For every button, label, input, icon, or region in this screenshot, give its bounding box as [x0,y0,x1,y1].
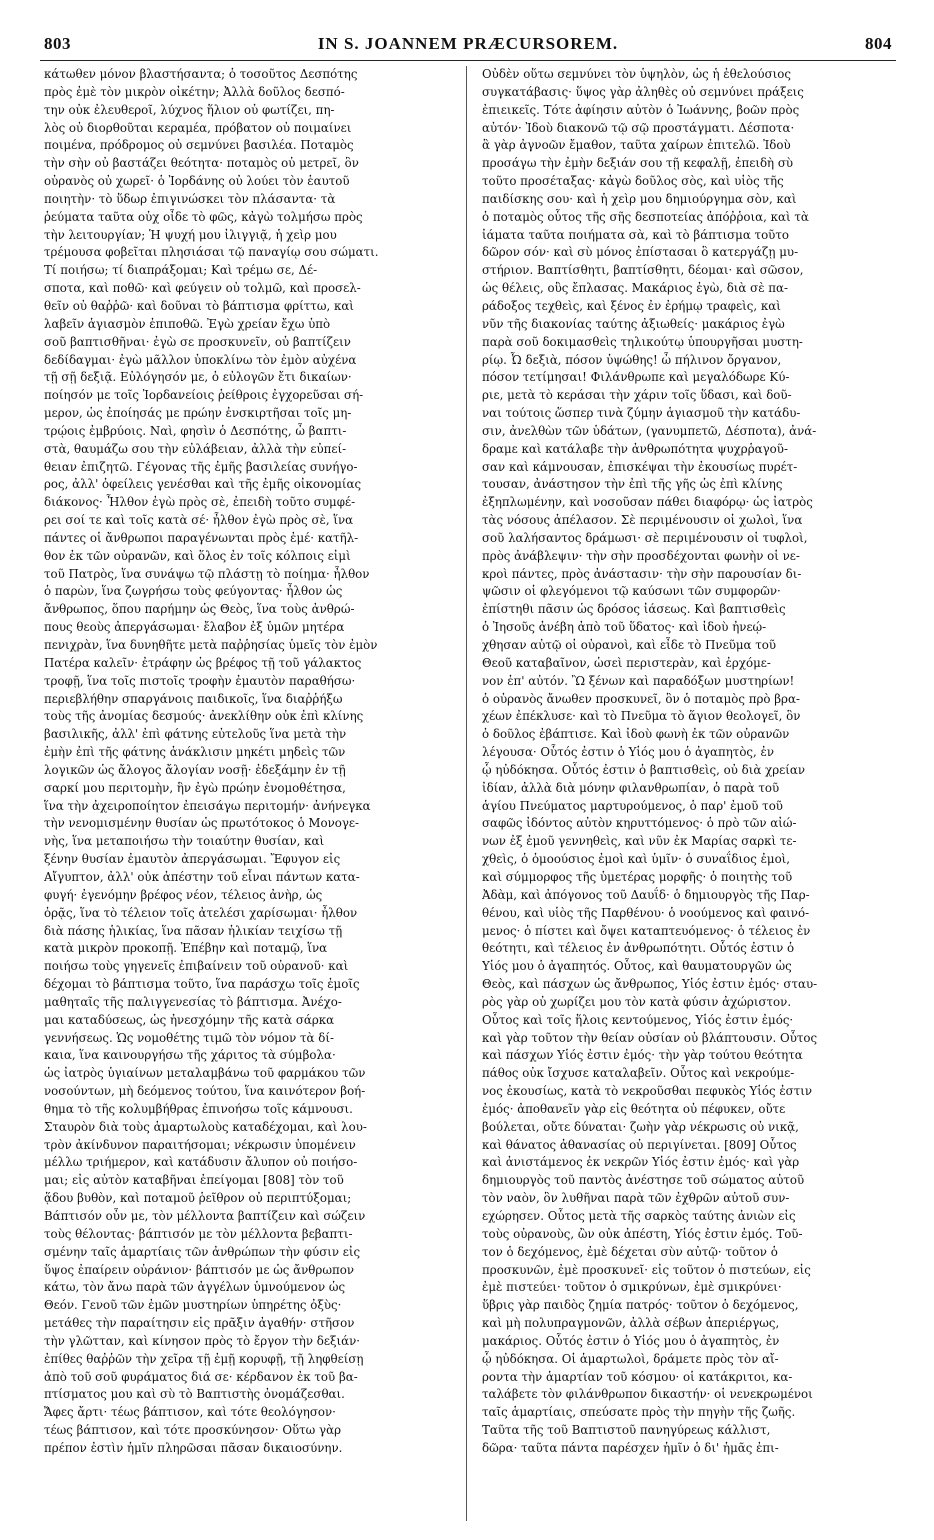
text-line: ναι τούτοις ὥσπερ τινὰ ζύμην ἁγιασμοῦ τὴν κατάδυ- [482,406,801,421]
text-line: ᾧ ηὐδόκησα. Οἱ ἁμαρτωλοὶ, δράμετε πρὸς τὸν αἴ- [482,1351,779,1366]
text-line: την οὐκ ἐλευθεροῖ, λύχνος ἥλιον οὐ φωτίζει, πη- [44,102,335,117]
text-line: χθησαν αὐτῷ οἱ οὐρανοὶ, καὶ εἶδε τὸ Πνεῦμα τοῦ [482,638,777,652]
text-line: ὕβρις γὰρ παιδὸς ζημία πατρός· τοῦτον ὁ δεχόμενος, [482,1298,799,1313]
page-number-left: 803 [44,34,71,53]
text-line: χέων ἐπέκλυσε· καὶ τὸ Πνεῦμα τὸ ἅγιον θεολογεῖ, ὃν [482,709,801,724]
text-line: ποιμένα, πρόδρομος οὐ σεμνύνει βασιλέα. Ποταμὸς [44,138,354,153]
text-line: τον ὁ δεχόμενος, ἐμὲ δέχεται σὺν αὐτῷ· τοῦτον ὁ [482,1244,778,1259]
text-line: ᾅδου βυθὸν, καὶ ποταμοῦ ῥεῖθρον οὐ περιπτύξομαι; [44,1191,352,1206]
text-line: καὶ ἀνιστάμενος ἐκ νεκρῶν Υἱός ἐστιν ἐμός· καὶ γὰρ [482,1155,800,1170]
text-line: δέχομαι τὸ βάπτισμα τοῦτο, ἵνα παράσχω τοῖς ἐμοῖς [44,977,360,992]
text-line: προσκυνῶν, ἐμὲ προσκυνεῖ· εἰς τοῦτον ὁ πιστεύων, εἰς [482,1262,811,1277]
text-line: σοῦ βαπτισθῆναι· ἐγὼ σε προσκυνεῖν, οὐ βαπτίζειν [44,334,351,349]
text-line: ξένην θυσίαν ἐμαυτὸν ἀπεργάσωμαι. Ἔφυγον εἰς [44,852,341,867]
text-line: λαβεῖν ἁγιασμὸν ἐπιποθῶ. Ἐγὼ χρείαν ἔχω ὑπὸ [44,316,331,331]
text-line: ἐμός· ἀποθανεῖν γὰρ εἰς θεότητα οὐ πέφυκεν, οὔτε [482,1101,786,1116]
text-line: τῇ σῇ δεξιᾷ. Εὐλόγησόν με, ὁ εὐλογῶν ἔτι δικαίων· [44,370,352,385]
text-line: καὶ σύμμορφος τῆς ὑμετέρας μορφῆς· ὁ ποιητὴς τοῦ [482,869,793,884]
text-line: Βάπτισόν οὖν με, τὸν μέλλοντα βαπτίζειν καὶ σώζειν [44,1209,366,1223]
text-line: ὡς ἰατρὸς ὑγιαίνων μεταλαμβάνω τοῦ φαρμάκου τῶν [44,1066,366,1081]
text-line: πενιχρὰν, ἵνα δυνηθῆτε μετὰ παῤῥησίας ὑμεῖς τὸν ἐμὸν [44,638,378,652]
text-line: ρίῳ. Ὦ δεξιὰ, πόσον ὑψώθης! ὦ πήλινον ὄργανον, [482,352,782,367]
text-line: τουσαν, ἀνάστησον τὴν ἐπὶ τῆς γῆς ὡς ἐπὶ κλίνης [482,477,783,492]
text-line: σιν, ἀνελθὼν τῶν ὑδάτων, (γανυμπετῶ, Δέσποτα), ἀνά- [482,423,817,438]
text-line: οὐρανὸς οὐ χωρεῖ· ὁ Ἰορδάνης οὐ λούει τὸν ἑαυτοῦ [44,174,350,189]
text-line: Υἱός μου ὁ ἀγαπητός. Οὗτος, καὶ θαυματουργῶν ὡς [482,959,792,974]
page-header [40,34,896,56]
text-line: θένου, καὶ υἱὸς τῆς Παρθένου· ὁ νοούμενος καὶ φαινό- [482,905,810,920]
text-line: δῶρον σόν· καὶ σὺ μόνος ἐπίστασαι ὃ κατεργάζῃ μυ- [482,245,799,260]
text-line: Θεὸς, καὶ πάσχων ὡς ἄνθρωπος, Υἱός ἐστιν ἐμός· σταυ- [482,977,818,992]
text-line: ὁρᾷς, ἵνα τὸ τέλειον τοῖς ἀτελέσι χαρίσωμαι· ἦλθον [44,905,358,920]
text-line: ροντα τὴν ἁμαρτίαν τοῦ κόσμου· οἱ κατάκριτοι, κα- [482,1369,793,1384]
text-line: παιδίσκης σου· καὶ ἡ χεὶρ μου δημιούργημα σὸν, καὶ [482,191,797,206]
text-line: ποιητὴν· τὸ ὕδωρ ἐπιγινώσκει τὸν πλάσαντα· τὰ [44,191,336,206]
text-line: στήριον. Βαπτίσθητι, βαπτίσθητι, δέομαι· καὶ σῶσον, [482,263,804,278]
text-line: τὴν σὴν οὐ βαστάζει θεότητα· ποταμὸς οὐ μετρεῖ, ὃν [44,156,359,171]
text-line: ἵνα τὴν ἀχειροποίητον ἐπεισάγω περιτομήν· ἀνήνεγκα [44,798,371,813]
text-line: Αἴγυπτον, ἀλλ' οὐκ ἀπέστην τοῦ εἶναι πάντων κατα- [44,869,360,884]
text-line: ὕψος ἐπαίρειν οὐράνιον· βάπτισόν με ὡς ἄνθρωπον [44,1262,354,1277]
text-line: Ἀδὰμ, καὶ ἀπόγονος τοῦ Δαυΐδ· ὁ δημιουργὸς τῆς Παρ- [482,887,810,902]
text-line: νον ἐπ' αὐτόν. Ὢ ξένων καὶ παραδόξων μυστηρίων! [482,673,795,688]
text-line: ᾧ ηὐδόκησα. Οὗτός ἐστιν ὁ βαπτισθεὶς, οὐ διὰ χρείαν [482,762,806,777]
text-line: μαθηταῖς τῆς παλιγγενεσίας τὸ βάπτισμα. Ἀνέχο- [44,994,342,1009]
text-line: καὶ γὰρ τοῦτον τὴν θείαν οὐσίαν οὐ βλάπτουσιν. Οὗτος [482,1030,818,1045]
text-line: πρέπον ἐστὶν ἡμῖν πληρῶσαι πᾶσαν δικαιοσύνην. [44,1440,343,1455]
text-line: δῶρα· ταῦτα πάντα παρέσχεν ἡμῖν ὁ δι' ἡμᾶς ἐπι- [482,1440,779,1455]
text-line: ταῖς ἁμαρτίαις, σπεύσατε πρὸς τὴν πηγὴν τῆς ζωῆς. [482,1405,796,1420]
text-line: μαι; εἰς αὐτὸν καταβῆναι ἐπείγομαι [808] τὸν τοῦ [44,1173,344,1188]
text-line: κροὶ πάντες, πρὸς ἀνάστασιν· τὴν σὴν παρουσίαν δι- [482,566,802,581]
text-line: θεῖν οὐ θαῤῥῶ· καὶ δοῦναι τὸ βάπτισμα φρίττω, καὶ [44,298,354,313]
text-line: μακάριος. Οὗτός ἐστιν ὁ Υἱός μου ὁ ἀγαπητὸς, ἐν [482,1333,780,1348]
text-line: καὶ μὴ πολυπραγμονῶν, ἀλλὰ σέβων ἀπεριέργως, [482,1316,780,1331]
text-line: τοῦ Πατρὸς, ἵνα συνάψω τῷ πλάστῃ τὸ ποίημα· ἦλθον [44,566,370,581]
text-line: ἐμὲ πιστεύει· τοῦτον ὁ σμικρύνων, ἐμὲ σμικρύνει· [482,1280,782,1295]
text-line: νῦν τῆς διακονίας ταύτης ἀξιωθείς· μακάριος ἐγὼ [482,316,785,331]
text-line: ἀπὸ τοῦ σοῦ φυράματος διά σε· κέρδανον ἐκ τοῦ βα- [44,1369,358,1384]
text-line: μενος· ὁ πίστει καὶ ὄψει καταπτευόμενος· ὁ τέλειος ἐν [482,923,811,938]
text-line: τοὺς οὐρανοὺς, ὢν οὐκ ἀπέστη, Υἱός ἐστιν ἐμός. Τοῦ- [482,1226,803,1241]
text-line: τρέμουσα φοβεῖται πλησιάσαι τῷ παναγίῳ σου σώματι. [44,245,379,260]
text-line: πρὸς ἀνάβλεψιν· τὴν σὴν προσδέχονται φωνὴν οἱ νε- [482,548,800,563]
text-line: δραμε καὶ κατάλαβε τὴν ἀνθρωπότητα ψυχρῥαγοῦ- [482,441,788,456]
text-line: καὶ πάσχων Υἱός ἐστιν ἐμός· τὴν γὰρ τούτου θεότητα [482,1048,803,1063]
text-line: ὁ Ἰησοῦς ἀνέβη ἀπὸ τοῦ ὕδατος· καὶ ἰδοὺ ἠνεῴ- [482,620,767,635]
text-line: διάκονος· Ἦλθον ἐγὼ πρὸς σὲ, ἐπειδὴ τοῦτο συμφέ- [44,495,356,510]
text-line: νων ἐξ ἐμοῦ γεννηθεὶς, καὶ νῦν ἐκ Μαρίας σαρκὶ τε- [482,834,797,849]
text-line: σποτα, καὶ ποθῶ· καὶ φεύγειν οὐ τολμῶ, καὶ προσελ- [44,281,361,296]
text-line: σαφῶς ἰδόντος αὐτὸν κηρυττόμενος· ὁ πρὸ τῶν αἰώ- [482,816,797,831]
text-line: ὁ δοῦλος ἐβάπτισε. Καὶ ἰδοὺ φωνὴ ἐκ τῶν οὐρανῶν [482,727,790,742]
text-line: τέως βάπτισον, καὶ τότε προσκύνησον· Οὕτω γὰρ [44,1423,342,1438]
text-line: κάτω, τὸν ἄνω παρὰ τῶν ἀγγέλων ὑμνούμενον ὡς [44,1280,346,1295]
text-line: πους θεοὺς ἀπεργάσωμαι· ἔλαβον ἐξ ὑμῶν μητέρα [44,620,345,635]
text-line: ὡς θέλεις, οὓς ἔπλασας. Μακάριος ἐγὼ, διὰ σὲ πα- [482,281,788,296]
left-column [44,66,454,1521]
text-line: τρῴοις ἐμβρύοις. Ναὶ, φησὶν ὁ Δεσπότης, ὦ βαπτι- [44,423,347,438]
text-line: γεννήσεως. Ὡς νομοθέτης τιμῶ τὸν νόμον τὰ δί- [44,1030,334,1045]
text-line: λέγουσα· Οὗτός ἐστιν ὁ Υἱός μου ὁ ἀγαπητὸς, ἐν [482,745,775,760]
text-line: τὰς νόσους ἀπέλασον. Σὲ περιμένουσιν οἱ χωλοὶ, ἵνα [482,513,803,528]
text-line: μέλλω τριήμερον, καὶ κατάδυσιν ἄλυπον οὐ ποιήσο- [44,1155,358,1170]
text-line: πόσον τετίμησαι! Φιλάνθρωπε καὶ μεγαλόδωρε Κύ- [482,370,790,385]
text-line: Θεοῦ καταβαῖνον, ὡσεὶ περιστερὰν, καὶ ἐρχόμε- [482,655,771,670]
text-line: δεδίδαγμαι· ἐγὼ μᾶλλον ὑποκλίνω τὸν ἐμὸν αὐχένα [44,352,357,367]
text-line: τὸν ναὸν, ὃν λυθῆναι παρὰ τῶν ἐχθρῶν αὐτοῦ συν- [482,1191,790,1206]
text-line: περιεβλήθην σπαργάνοις παιδικοῖς, ἵνα διαῤῥήξω [44,691,343,706]
text-line: κάτωθεν μόνον βλαστήσαντα; ὁ τοσοῦτος Δεσπότης [44,67,358,81]
text-line: θειαν ἐπιζητῶ. Γέγονας τῆς ἐμῆς βασιλείας συνήγο- [44,459,358,474]
text-line: τὴν νενομισμένην θυσίαν ὡς πρωτότοκος ὁ Μονογε- [44,816,360,831]
text-line: ρος, ἀλλ' ὀφείλεις γενέσθαι καὶ τῆς ἐμῆς οἰκονομίας [44,477,362,492]
text-line: Θεόν. Γενοῦ τῶν ἐμῶν μυστηρίων ὑπηρέτης ὀξὺς· [44,1298,342,1313]
text-line: Οὗτος καὶ τοῖς ἥλοις κεντούμενος, Υἱός ἐστιν ἐμός· [482,1012,794,1027]
text-line: ρει σοί τε καὶ τοῖς κατὰ σέ· ἦλθον ἐγὼ πρὸς σὲ, ἵνα [44,513,354,528]
text-line: ποίησόν με τοῖς Ἰορδανείοις ῥείθροις ἐγχορεῦσαι σή- [44,388,364,403]
text-line: θον ἐκ τῶν οὐρανῶν, καὶ ὅλος ἐν τοῖς κόλποις εἰμὶ [44,548,351,563]
text-line: καὶ θάνατος ἀθανασίας οὐ περιγίνεται. [809] Οὗτος [482,1137,797,1152]
text-line: τὴν γλῶτταν, καὶ κίνησον πρὸς τὸ ἔργον τὴν δεξιάν· [44,1333,360,1348]
text-line: θεότητι, καὶ τέλειος ἐν ἀνθρωπότητι. Οὗτός ἐστιν ὁ [482,941,795,956]
text-line: νοσούντων, μὴ δεόμενος τούτου, ἵνα καινότερον βοή- [44,1084,366,1099]
text-line: ἄνθρωπος, ὅπου παρήμην ὡς Θεὸς, ἵνα τοὺς ἀνθρώ- [44,602,355,617]
text-line: βούλεται, οὔτε δύναται· ζωὴν γὰρ νέκρωσις οὐ νικᾷ, [482,1119,799,1134]
text-line: μαι καταδύσεως, ὡς ἠνεσχόμην τῆς κατὰ σάρκα [44,1012,335,1027]
text-line: τροφῇ, ἵνα τοῖς πιστοῖς τροφὴν ἐμαυτὸν παραθήσω· [44,673,356,688]
text-line: νος ἐκουσίως, κατὰ τὸ νεκροῦσθαι πεφυκὸς Υἱός ἐστιν [482,1084,813,1099]
text-line: Οὐδὲν οὕτω σεμνύνει τὸν ὑψηλὸν, ὡς ἡ ἐθελούσιος [482,67,791,81]
text-line: σαν καὶ κάμνουσαν, ἐπισκέψαι τὴν ἐκουσίως πυρέτ- [482,459,798,474]
text-line: νὴς, ἵνα μεταποιήσω τὴν τοιαύτην θυσίαν, καὶ [44,834,325,849]
text-line: μετάθες τὴν παραίτησιν εἰς πρᾶξιν ἀγαθήν· στῆσον [44,1316,355,1331]
text-line: τοῦτο προσέταξας· κἀγὼ δοῦλος σὸς, καὶ υἱὸς τῆς [482,174,784,189]
text-line: ψῶσιν οἱ φλεγόμενοι τῷ καύσωνι τῶν συμφορῶν· [482,584,781,599]
text-line: ἐπίστηθι πᾶσιν ὡς δρόσος ἰάσεως. Καὶ βαπτισθεὶς [482,602,786,617]
text-line: σμένην ταῖς ἁμαρτίαις τῶν ἀνθρώπων τὴν φύσιν εἰς [44,1244,361,1259]
header-rule [40,60,896,61]
text-line: δημιουργὸς τοῦ παντὸς ἀνέστησε τοῦ σώματος αὐτοῦ [482,1173,805,1188]
text-line: πάντες οἱ ἄνθρωποι παραγένωνται πρὸς ἐμέ· κατῆλ- [44,530,359,545]
text-line: λογικῶν ὡς ἄλογος ἄλογίαν νοσῇ· ἐδεξάμην ἐν τῇ [44,762,346,777]
text-line: πάθος οὐκ ἴσχυσε καταλαβεῖν. Οὗτος καὶ νεκρούμε- [482,1066,795,1081]
text-line: ὁ οὐρανὸς ἄνωθεν προσκυνεῖ, ὃν ὁ ποταμὸς πρὸ βρα- [482,691,800,706]
text-line: συγκατάβασις· ὕψος γὰρ ἀληθὲς οὐ σεμνύνει πράξεις [482,84,804,99]
text-line: ἰάματα ταῦτα ποιήματα σὰ, καὶ τὸ βάπτισμα τοῦτο [482,227,789,242]
page-number-right: 804 [865,34,892,53]
text-line: τοὺς θέλοντας· βάπτισόν με τὸν μέλλοντα βεβαπτι- [44,1226,353,1241]
text-line: πτίσματος μου καὶ σὺ τὸ Βαπτιστὴς ὀνομάζεσθαι. [44,1387,345,1402]
text-line: καια, ἵνα καινουργήσω τῆς χάριτος τὰ σύμβολα· [44,1048,336,1063]
text-line: ἐπιεικεῖς. Τότε ἀφίησιν αὐτὸν ὁ Ἰωάννης, βοῶν πρὸς [482,102,800,117]
text-line: φυγή· ἐγενόμην βρέφος νέον, τέλειος ἀνὴρ, ὡς [44,887,323,902]
text-line: Ἄφες ἄρτι· τέως βάπτισον, καὶ τότε θεολόγησον· [44,1405,336,1420]
text-line: χθεὶς, ὁ ὁμοούσιος ἐμοὶ καὶ ὑμῖν· ὁ συναΐδιος ἐμοὶ, [482,852,791,867]
text-line: ἰδίαν, ἀλλὰ διὰ μόνην φιλανθρωπίαν, ὁ παρὰ τοῦ [482,780,780,795]
text-line: ποιήσω τοὺς γηγενεῖς ἐπιβαίνειν τοῦ οὐρανοῦ· καὶ [44,959,349,974]
text-line: ῥεύματα ταῦτα οὐχ οἶδε τὸ φῶς, κἀγὼ τολμήσω πρὸς [44,209,363,224]
text-line: τὴν λειτουργίαν; Ἡ ψυχή μου ἰλιγγιᾷ, ἡ χεὶρ μου [44,227,337,242]
text-line: λὸς οὐ διορθοῦται κεραμέα, πρόβατον οὐ ποιμαίνει [44,120,352,135]
text-line: ὁ ποταμὸς οὗτος τῆς σῆς δεσποτείας ἀπόῤῥοια, καὶ τὰ [482,209,809,224]
text-line: ριε, μετὰ τὸ κεράσαι τὴν χάριν τοῖς ὕδασι, καὶ δοῦ- [482,388,792,403]
text-line: ἃ γὰρ ἀγνοῶν ἔμαθον, ταῦτα χαίρων ἐπιτελῶ. Ἰδοὺ [482,138,791,153]
right-column [482,66,892,1521]
text-line: σαρκί μου περιτομὴν, ἣν ἐγὼ πρώην ἐνομοθέτησα, [44,780,346,795]
column-divider [466,66,467,1521]
text-line: ἐμὴν ἐπὶ τῆς φάτνης ἀνάκλισιν μηκέτι μηδεὶς τῶν [44,745,346,760]
text-line: μερον, ὡς ἐποίησάς με πρώην ἐνσκιρτῆσαι τοῖς μη- [44,406,352,421]
text-line: τοὺς τῆς ἀνομίας δεσμούς· ἀνεκλίθην οὐκ ἐπὶ κλίνης [44,709,364,724]
text-line: εχώρησεν. Οὗτος μετὰ τῆς σαρκὸς ταύτης ἀνιὼν εἰς [482,1209,796,1223]
text-line: ὁ παρὼν, ἵνα ζωγρήσω τοὺς φεύγοντας· ἦλθον ὡς [44,584,343,599]
text-line: αὐτόν· Ἰδοὺ διακονῶ τῷ σῷ προστάγματι. Δέσποτα· [482,120,795,135]
text-line: πρὸς ἐμὲ τὸν μικρὸν οἰκέτην; Ἀλλὰ δοῦλος δεσπό- [44,84,345,99]
text-line: κατὰ μικρὸν προκοπῇ. Ἐπέβην καὶ ποταμῷ, ἵνα [44,941,328,956]
text-line: προσάγω τὴν ἐμὴν δεξιάν σου τῇ κεφαλῇ, ἐπειδὴ σὺ [482,156,794,171]
text-line: ταλάβετε τὸν φιλάνθρωπον δικαστήν· οἱ νενεκρωμένοι [482,1387,813,1402]
text-line: παρὰ σοῦ δοκιμασθεὶς τηλικούτῳ ὑπουργῆσαι μυστη- [482,334,803,349]
text-line: ἐπίθες θαῤῥῶν τὴν χεῖρα τῇ ἐμῇ κορυφῇ, τῇ ληφθείσῃ [44,1351,364,1366]
text-line: Ταῦτα τῆς τοῦ Βαπτιστοῦ πανηγύρεως κάλλιστ, [482,1423,771,1438]
text-line: στὰ, θαυμάζω σου τὴν εὐλάβειαν, ἀλλὰ τὴν εὐπεί- [44,441,347,456]
text-line: Πατέρα καλεῖν· ἐτράφην ὡς βρέφος τῇ τοῦ γάλακτος [44,655,362,670]
text-line: Σταυρὸν διὰ τοὺς ἁμαρτωλοὺς καταδέχομαι, καὶ λου- [44,1119,367,1134]
text-line: διὰ πάσης ἡλικίας, ἵνα πᾶσαν ἡλικίαν τειχίσω τῇ [44,923,343,938]
text-line: τρὸν ἀκίνδυνον παραιτήσομαι; νέκρωσιν ὑπομένειν [44,1137,356,1152]
text-line: σοῦ λαλήσαντος δράμωσι· σὲ περιμένουσιν οἱ τυφλοὶ, [482,530,808,545]
text-line: ρὸς γὰρ οὐ χωρίζει μου τὸν κατὰ φύσιν ἀχώριστον. [482,994,792,1009]
text-line: Τί ποιήσω; τί διαπράξομαι; Καὶ τρέμω σε, Δέ- [44,263,318,278]
text-line: βασιλικῆς, ἀλλ' ἐπὶ φάτνης εὐτελοῦς ἵνα μετὰ τὴν [44,727,347,742]
text-line: ἐξηπλωμένην, καὶ νοσοῦσαν πάθει διαφόρῳ· ὡς ἰατρὸς [482,495,813,510]
running-title: IN S. JOANNEM PRÆCURSOREM. [317,34,619,53]
text-line: θημα τὸ τῆς κολυμβήθρας ἐπινοήσω τοῖς κάμνουσι. [44,1101,353,1116]
text-line: ράδοξος τεχθεὶς, καὶ ξένος ἐν ἐρήμῳ τραφεὶς, καὶ [482,298,781,313]
text-line: ἁγίου Πνεύματος μαρτυρούμενος, ὁ παρ' ἐμοῦ τοῦ [482,798,783,813]
